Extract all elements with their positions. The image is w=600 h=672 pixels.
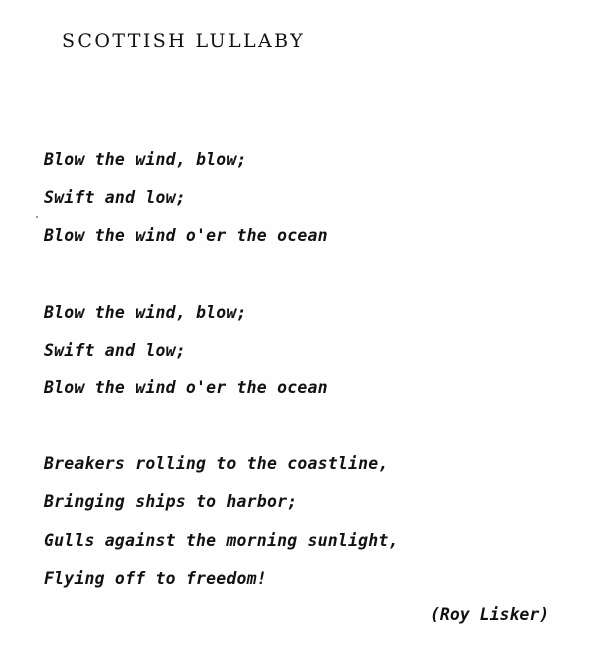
stanza-1-line-1: Blow the wind, blow;: [44, 150, 247, 169]
stanza-1-line-2: Swift and low;: [44, 188, 186, 207]
stanza-2-line-1: Blow the wind, blow;: [44, 303, 247, 322]
stanza-3-line-1: Breakers rolling to the coastline,: [44, 454, 389, 473]
stanza-3-line-2: Bringing ships to harbor;: [44, 492, 298, 511]
poem-author: (Roy Lisker): [430, 605, 550, 624]
stanza-1-line-3: Blow the wind o'er the ocean: [44, 226, 328, 245]
stanza-2-line-2: Swift and low;: [44, 341, 186, 360]
poem-title: SCOTTISH LULLABY: [62, 30, 306, 52]
stanza-2-line-3: Blow the wind o'er the ocean: [44, 378, 328, 397]
stanza-3-line-3: Gulls against the morning sunlight,: [44, 531, 399, 550]
paper-speck: [36, 216, 38, 218]
stanza-3-line-4: Flying off to freedom!: [44, 569, 267, 588]
